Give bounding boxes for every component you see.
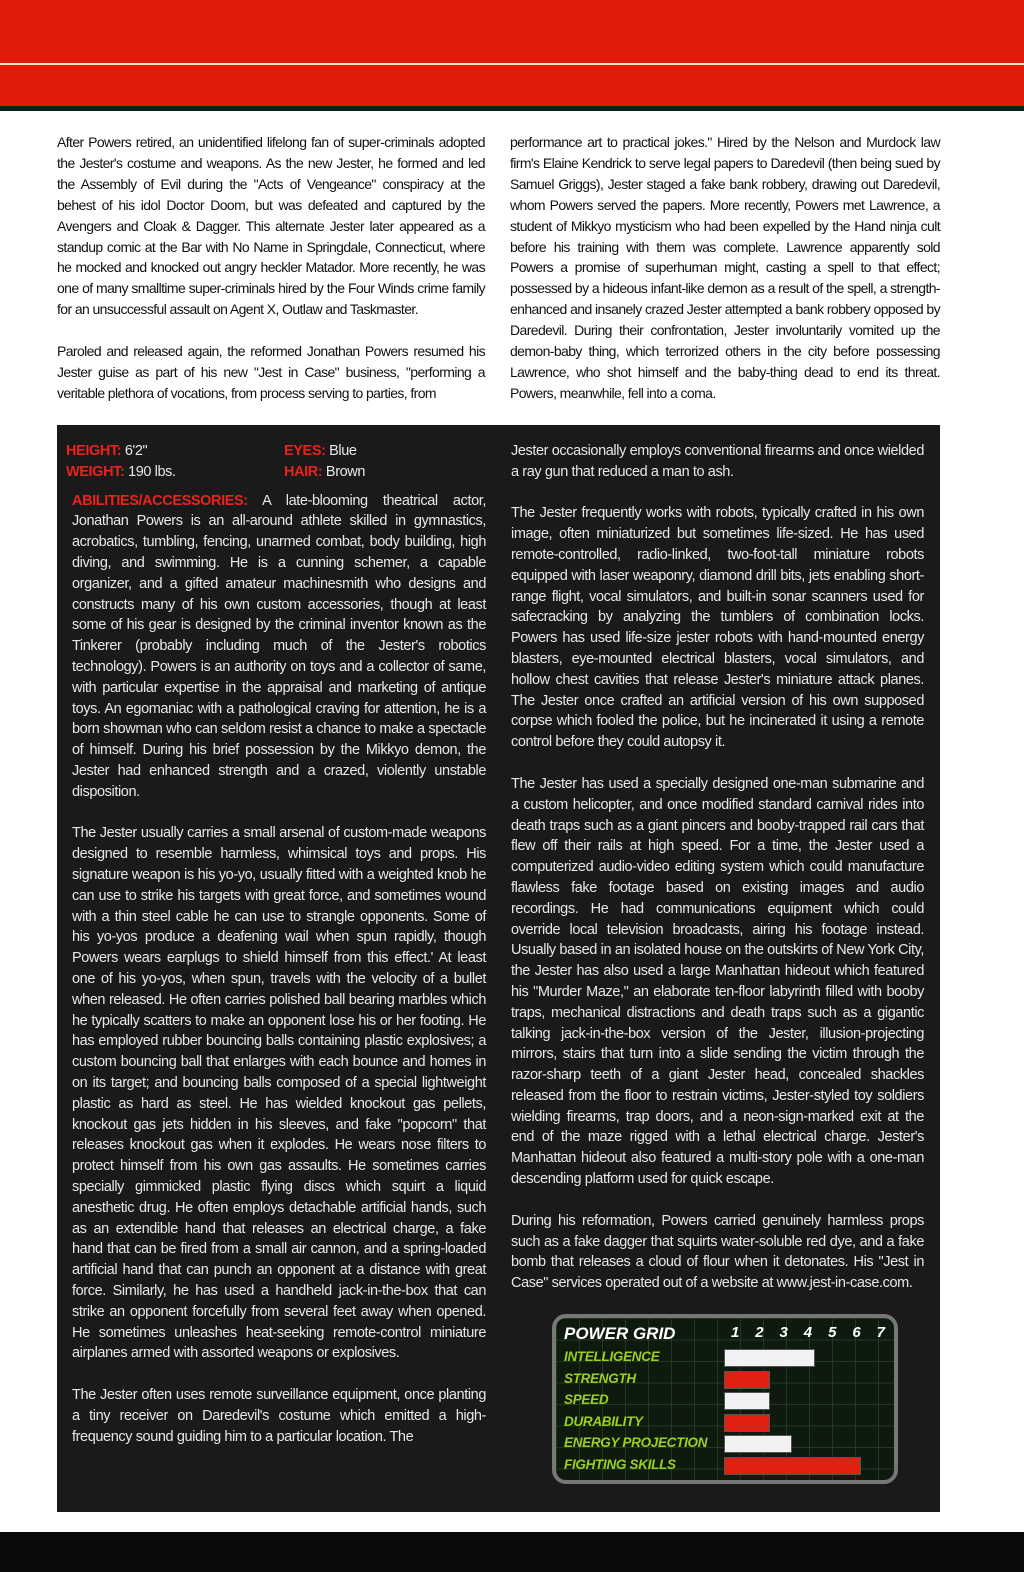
power-grid-row: [564, 1347, 894, 1369]
power-grid-label: STRENGTH: [564, 1370, 636, 1386]
power-grid-row: [564, 1455, 894, 1477]
paragraph: The Jester usually carries a small arsenal of custom-made weapons designed to resemble harmless, whimsical toys and props. His signature weapon is his yo-yo, usually fitted with a weighted knob he can use to strike his targets with great force, and sometimes wound with a thin steel cable he can use to strangle opponents. Some of his yo-yos produce a deafening wail when spun rapidly, though Powers wears earplugs to shield himself from this effect.' At least one of his yo-yos, when spun, travels with the velocity of a bullet when released. He often carries polished ball bearing marbles which he typically scatters to make an opponent lose his or her footing. He has employed rubber bouncing balls containing plastic explosives; a custom bouncing ball that enlarges with each bounce and homes in on its target; and bouncing balls composed of a special lightweight plastic as hard as steel. He has wielded knockout gas pellets, knockout gas jets hidden in his sleeves, and fake "popcorn" that releases knockout gas when it explodes. He wears nose filters to protect himself from his own gas assaults. He sometimes carries specially gimmicked plastic flying discs which squirt a liquid anesthetic drug. He often employs detachable artificial hands, such as an extendible hand that releases an electrical charge, a fake hand that can be fired from a small air cannon, and a spring-loaded artificial hand that can punch an opponent at a distance with great force. Similarly, he has used a handheld jack-in-the-box that can strike an opponent forcefully from several feet away when opened. He sometimes unleashes heat-seeking remote-control miniature airplanes armed with assorted weapons or explosives.: [72, 825, 486, 1362]
hair-label: HAIR:: [284, 463, 323, 480]
header-banner: [0, 0, 1024, 108]
paragraph: A late-blooming theatrical actor, Jonathan Powers is an all-around athlete skilled in gymnastics, acrobatics, tumbling, fencing, unarmed combat, body building, high diving, and swimming. He is a cunning schemer, a capable organizer, and a gifted amateur machinesmith who designs and constructs many of his own custom accessories, though at least some of his gear is designed by the criminal inventor known as the Tinkerer (probably including much of the Jester's robotics technology). Powers is an authority on toys and a collector of same, with particular expertise in the appraisal and marketing of antique toys. An egomaniac with a pathological craving for attention, he is a born showman who can seldom resist a chance to make a spectacle of himself. During his brief possession by the Mikkyo demon, the Jester had enhanced strength and a crazed, violently unstable disposition.: [72, 492, 486, 800]
power-grid-bar: [724, 1435, 792, 1453]
scale-tick: 1: [731, 1324, 740, 1341]
eyes-label: EYES:: [284, 443, 326, 459]
power-grid-label: DURABILITY: [564, 1413, 643, 1429]
weight-label: WEIGHT:: [66, 463, 125, 480]
footer-bar: [0, 1532, 1024, 1572]
height-value: 6'2": [124, 443, 148, 459]
power-grid-label: INTELLIGENCE: [564, 1349, 660, 1364]
paragraph: The Jester often uses remote surveillance equipment, once planting a tiny receiver on Daredevil's costume which emitted a high-frequency sound guiding him to a particular location. The: [72, 1387, 486, 1445]
power-grid-bar: [724, 1457, 861, 1475]
history-column-2: [510, 132, 940, 425]
power-grid-bar: [724, 1371, 770, 1389]
hair-value: Brown: [325, 463, 366, 480]
scale-tick: 6: [852, 1324, 861, 1341]
power-grid-label: SPEED: [564, 1392, 609, 1408]
power-grid-bar: [724, 1392, 770, 1410]
power-grid-scale: [731, 1324, 885, 1341]
paragraph: performance art to practical jokes." Hired by the Nelson and Murdock law firm's Elaine Kendrick to serve legal papers to Daredevil (then being sued by Samuel Griggs), Jester staged a fake bank robbery, drawing out Daredevil, whom Powers served the papers. More recently, Powers met Lawrence, a student of Mikkyo mysticism who had been expelled by the Hand ninja cult before his training with them was complete. Lawrence apparently sold Powers a promise of superhuman might, casting a spell to that effect; possessed by a hideous infant-like demon as a result of the spell, a strength-enhanced and insanely crazed Jester attempted a bank robbery opposed by Daredevil. During their confrontation, Jester involuntarily vomited up the demon-baby thing, which terrorized others in the city before possessing Lawrence, who shot himself and the baby-thing dead to end its threat. Powers, meanwhile, fell into a coma.: [510, 134, 940, 401]
banner-edge: [0, 106, 1024, 111]
history-column-1: [57, 132, 485, 425]
power-grid-row: [564, 1433, 894, 1455]
paragraph: Jester occasionally employs conventional firearms and once wielded a ray gun that reduced a man to ash.: [511, 443, 924, 480]
scale-tick: 2: [755, 1324, 764, 1341]
paragraph: The Jester has used a specially designed one-man submarine and a custom helicopter, and once modified standard carnival rides into death traps such as a giant pincers and booby-trapped rail cars that flew off their rails at high speed. For a time, the Jester used a computerized audio-video editing system which could manufacture flawless fake footage based on existing images and audio recordings. He had communications equipment which could override local television broadcasts, airing his footage instead. Usually based in an isolated house on the outskirts of New York City, the Jester has also used a large Manhattan hideout which featured his "Murder Maze," an elaborate ten-floor labyrinth filled with booby traps, mechanical distractions and death traps such as a gigantic talking jack-in-the-box version of the Jester, illusion-projecting mirrors, stairs that turn into a slide sending the victim through the razor-sharp teeth of a giant Jester head, concealed shackles released from the floor to restrain victims, Jester-styled toy soldiers wielding firearms, trap doors, and a neon-sign-marked exit at the end of the maze rigged with a lethal electrical charge. Jester's Manhattan hideout also featured a multi-story pole with a one-man descending platform used for quick escape.: [511, 775, 924, 1188]
scale-tick: 4: [803, 1324, 813, 1341]
stats-block: [66, 441, 486, 483]
height-label: HEIGHT:: [66, 443, 122, 459]
scale-tick: 7: [876, 1324, 885, 1341]
abilities-label: ABILITIES/ACCESSORIES:: [72, 492, 248, 509]
power-grid-row: [564, 1412, 894, 1434]
paragraph: The Jester frequently works with robots, typically crafted in his own image, often miniaturized but sometimes life-sized. He has used remote-controlled, radio-linked, two-foot-tall miniature robots equipped with laser weaponry, diamond drill bits, jets enabling short-range flight, vocal simulators, and built-in sonar scanners used for safecracking by analyzing the tumblers of combination locks. Powers has used life-size jester robots with hand-mounted energy blasters, eye-mounted electrical blasters, vocal simulators, and hollow chest cavities that release Jester's miniature attack planes. The Jester once crafted an artificial version of his own supposed corpse which fooled the police, but he incinerated it using a remote control before they could autopsy it.: [511, 505, 924, 751]
power-grid-label: ENERGY PROJECTION: [564, 1435, 708, 1451]
power-grid: [552, 1314, 898, 1484]
eyes-value: Blue: [329, 443, 357, 459]
weight-value: 190 lbs.: [128, 463, 176, 480]
abilities-column-2: [511, 441, 924, 1315]
abilities-column-1: [66, 441, 486, 1468]
scale-tick: 5: [828, 1324, 837, 1341]
power-grid-title: POWER GRID: [564, 1324, 676, 1343]
power-grid-row: [564, 1369, 894, 1391]
scale-tick: 3: [779, 1324, 788, 1341]
banner-stripe: [0, 63, 1024, 65]
paragraph: During his reformation, Powers carried genuinely harmless props such as a fake dagger that squirts water-soluble red dye, and a fake bomb that releases a cloud of flour when it detonates. His "Jest in Case" services operated out of a website at www.jest-in-case.com.: [511, 1212, 924, 1292]
power-grid-bar: [724, 1414, 770, 1432]
power-grid-bar: [724, 1349, 815, 1367]
paragraph: Paroled and released again, the reformed Jonathan Powers resumed his Jester guise as part of his new "Jest in Case" business, "performing a veritable plethora of vocations, from process serving to parties, from: [57, 343, 485, 401]
power-grid-label: FIGHTING SKILLS: [564, 1457, 676, 1472]
paragraph: After Powers retired, an unidentified lifelong fan of super-criminals adopted the Jester's costume and weapons. As the new Jester, he formed and led the Assembly of Evil during the "Acts of Vengeance" conspiracy at the behest of his idol Doctor Doom, but was defeated and captured by the Avengers and Cloak & Dagger. This alternate Jester later appeared as a standup comic at the Bar with No Name in Springdale, Connecticut, where he mocked and knocked out angry heckler Matador. More recently, he was one of many smalltime super-criminals hired by the Four Winds crime family for an unsuccessful assault on Agent X, Outlaw and Taskmaster.: [57, 134, 485, 318]
power-grid-row: [564, 1390, 894, 1412]
